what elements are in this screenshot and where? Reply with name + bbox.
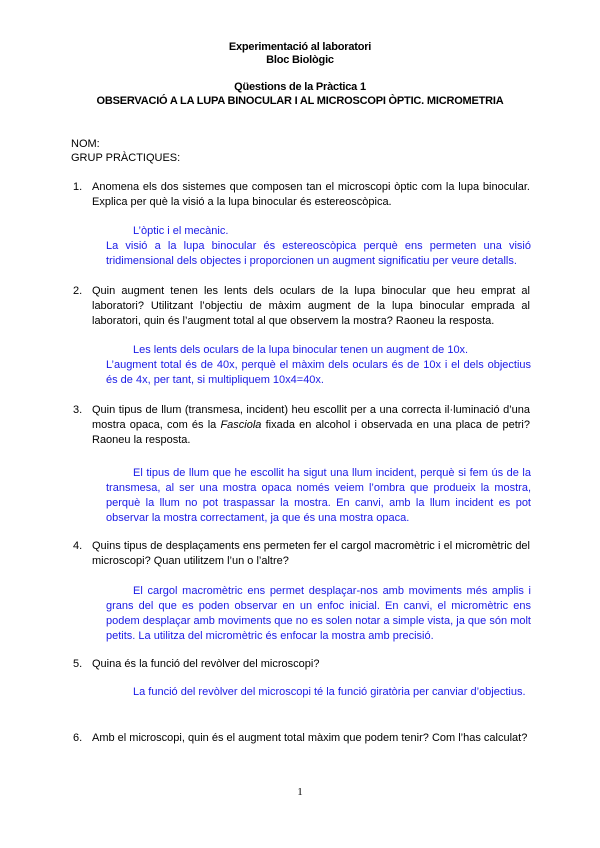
question-text: Quins tipus de desplaçaments ens permeten fer el cargol macromètric i el micromètric del microscopi? Quan utilitzem l’un o l’altre? <box>92 540 530 567</box>
answer-1-paragraph: La visió a la lupa binocular és estereoscòpica perquè ens permeten una visió tridimensional dels objectes i proporcionen un augment significatiu per veure detalls. <box>106 240 531 267</box>
answer-2-line-1: Les lents dels oculars de la lupa binocular tenen un augment de 10x. <box>133 344 469 356</box>
question-6 <box>73 731 530 746</box>
question-number: 3. <box>73 404 83 416</box>
question-number: 2. <box>73 285 83 297</box>
answer-1-line-1: L’òptic i el mecànic. <box>133 225 229 237</box>
question-3 <box>73 403 530 448</box>
answer-5-paragraph: La funció del revòlver del microscopi té la funció giratòria per canviar d’objectius. <box>133 686 526 698</box>
question-text-start: Quin tipus de llum (transmesa, incident) heu escollit per a una correcta il·luminació d’una mostra opaca, com és la <box>92 404 530 431</box>
question-2 <box>73 284 530 329</box>
page-number: 1 <box>297 786 303 798</box>
question-text: Amb el microscopi, quin és el augment total màxim que podem tenir? Com l’has calculat? <box>92 732 528 744</box>
name-label: NOM: <box>71 138 100 150</box>
question-4 <box>73 539 530 569</box>
question-text <box>92 403 530 448</box>
course-title: Experimentació al laboratori <box>228 41 372 53</box>
question-text: Anomena els dos sistemes que composen tan el microscopi òptic com la lupa binocular. Explica per què la visió a la lupa binocular és estereoscòpica. <box>92 181 530 208</box>
question-text-end: fixada en alcohol i observada en una placa de petri? Raoneu la resposta. <box>92 419 530 446</box>
species-name: Fasciola <box>220 419 262 431</box>
question-text: Quina és la funció del revòlver del microscopi? <box>92 658 320 670</box>
question-number: 5. <box>73 658 83 670</box>
question-5 <box>73 657 530 672</box>
answer-2-paragraph: L’augment total és de 40x, perquè el màxim dels oculars és de 10x i el dels objectius és de 4x, per tant, si multipliquem 10x4=40x. <box>106 359 531 386</box>
practice-title: OBSERVACIÓ A LA LUPA BINOCULAR I AL MICROSCOPI ÒPTIC. MICROMETRIA <box>96 95 504 107</box>
question-1 <box>73 180 530 210</box>
group-label: GRUP PRÀCTIQUES: <box>71 152 181 164</box>
block-title: Bloc Biològic <box>266 54 334 66</box>
questions-title: Qüestions de la Pràctica 1 <box>234 81 366 93</box>
question-text: Quin augment tenen les lents dels oculars de la lupa binocular que heu emprat al laboratori? Utilitzant l’objectiu de màxim augment de la lupa binocular emprada al laboratori, quin és l’augment total al que observem la mostra? Raoneu la resposta. <box>92 285 530 327</box>
question-number: 4. <box>73 540 83 552</box>
question-number: 1. <box>73 181 83 193</box>
question-number: 6. <box>73 732 83 744</box>
answer-3-paragraph: El tipus de llum que he escollit ha sigut una llum incident, perquè si fem ús de la transmesa, al ser una mostra opaca només veiem l’ombra que produeix la mostra, perquè la llum no pot traspassar la mostra. En canvi, amb la llum incident es pot observar la mostra correctament, ja que és una mostra opaca. <box>106 467 531 524</box>
answer-4-paragraph: El cargol macromètric ens permet desplaçar-nos amb moviments més amplis i grans del que es poden observar en un enfoc inicial. En canvi, el micromètric ens podem desplaçar amb moviments que no es solen notar a simple vista, ja que són molt petits. La utilitza del micromètric és enfocar la mostra amb precisió. <box>106 585 531 642</box>
